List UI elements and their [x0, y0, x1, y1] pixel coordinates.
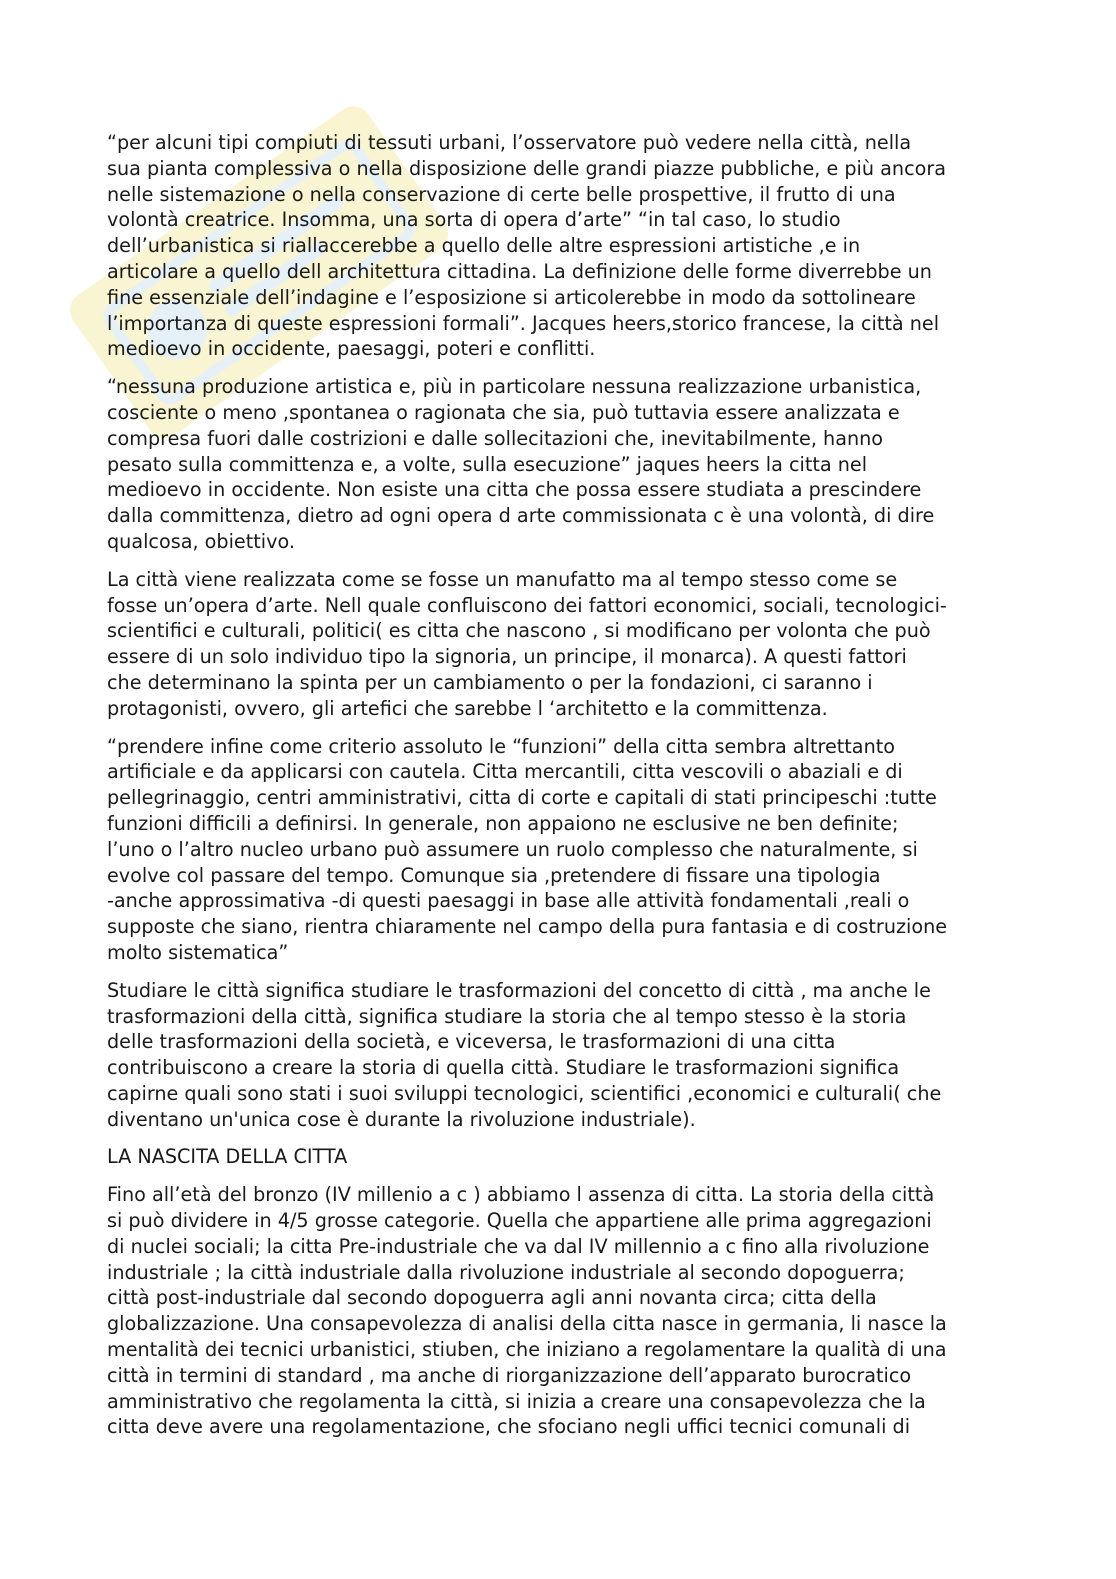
- paragraph-5: Studiare le città significa studiare le trasformazioni del concetto di città , ma anche le trasformazioni della città, significa studiare la storia che al tempo stesso è la storia delle trasformazioni della società, e viceversa, le trasformazioni di una citta contribuiscono a creare la storia di quella città. Studiare le trasformazioni significa capirne quali sono stati i suoi sviluppi tecnologici, scientifici ,economici e culturali( che diventano un'unica cose è durante la rivoluzione industriale).: [107, 978, 942, 1131]
- paragraph-3: La città viene realizzata come se fosse un manufatto ma al tempo stesso come se fosse un’opera d’arte. Nell quale confluiscono dei fattori economici, sociali, tecnologici- scientifici e culturali, politici( es citta che nascono , si modificano per volonta che può essere di un solo individuo tipo la signoria, un principe, il monarca). A questi fattori che determinano la spinta per un cambiamento o per la fondazioni, ci saranno i protagonisti, ovvero, gli artefici che sarebbe l ‘architetto e la committenza.: [107, 567, 947, 720]
- paragraph-4: “prendere infine come criterio assoluto le “funzioni” della citta sembra altrettanto artificiale e da applicarsi con cautela. Citta mercantili, citta vescovili o abaziali e di pellegrinaggio, centri amministrativi, citta di corte e capitali di stati principeschi :tutte funzioni difficili a definirsi. In generale, non appaiono ne esclusive ne ben definite; l’uno o l’altro nucleo urbano può assumere un ruolo complesso che naturalmente, si evolve col passare del tempo. Comunque sia ,pretendere di fissare una tipologia -anche approssimativa -di questi paesaggi in base alle attività fondamentali ,reali o supposte che siano, rientra chiaramente nel campo della pura fantasia e di costruzione molto sistematica”: [107, 734, 948, 964]
- paragraph-6: Fino all’età del bronzo (IV millenio a c ) abbiamo l assenza di citta. La storia della città si può dividere in 4/5 grosse categorie. Quella che appartiene alle prima aggregazioni di nuclei sociali; la citta Pre-industriale che va dal IV millennio a c fino alla rivoluzione industriale ; la città industriale dalla rivoluzione industriale al secondo dopoguerra; città post-industriale dal secondo dopoguerra agli anni novanta circa; citta della globalizzazione. Una consapevolezza di analisi della citta nasce in germania, li nasce la mentalità dei tecnici urbanistici, stiuben, che iniziano a regolamentare la qualità di una città in termini di standard , ma anche di riorganizzazione dell’apparato burocratico amministrativo che regolamenta la città, si inizia a creare una consapevolezza che la citta deve avere una regolamentazione, che sfociano negli uffici tecnici comunali di: [107, 1183, 947, 1439]
- paragraph-2: “nessuna produzione artistica e, più in particolare nessuna realizzazione urbanistica, cosciente o meno ,spontanea o ragionata che sia, può tuttavia essere analizzata e compresa fuori dalle costrizioni e dalle sollecitazioni che, inevitabilmente, hanno pesato sulla committenza e, a volte, sulla esecuzione” jaques heers la citta nel medioevo in occidente. Non esiste una citta che possa essere studiata a prescindere dalla committenza, dietro ad ogni opera d arte commissionata c è una volontà, di dire qualcosa, obiettivo.: [107, 375, 935, 553]
- paragraph-1: “per alcuni tipi compiuti di tessuti urbani, l’osservatore può vedere nella città, nella sua pianta complessiva o nella disposizione delle grandi piazze pubbliche, e più ancora nelle sistemazione o nella conservazione di certe belle prospettive, il frutto di una volontà creatrice. Insomma, una sorta di opera d’arte” “in tal caso, lo studio dell’urbanistica si riallaccerebbe a quello delle altre espressioni artistiche ,e in articolare a quello dell architettura cittadina. La definizione delle forme diverrebbe un fine essenziale dell’indagine e l’esposizione si articolerebbe in modo da sottolineare l’importanza di queste espressioni formali”. Jacques heers,storico francese, la città nel medioevo in occidente, paesaggi, poteri e conflitti.: [107, 131, 947, 361]
- section-heading: LA NASCITA DELLA CITTA: [107, 1145, 348, 1169]
- document-body: [107, 130, 1012, 1452]
